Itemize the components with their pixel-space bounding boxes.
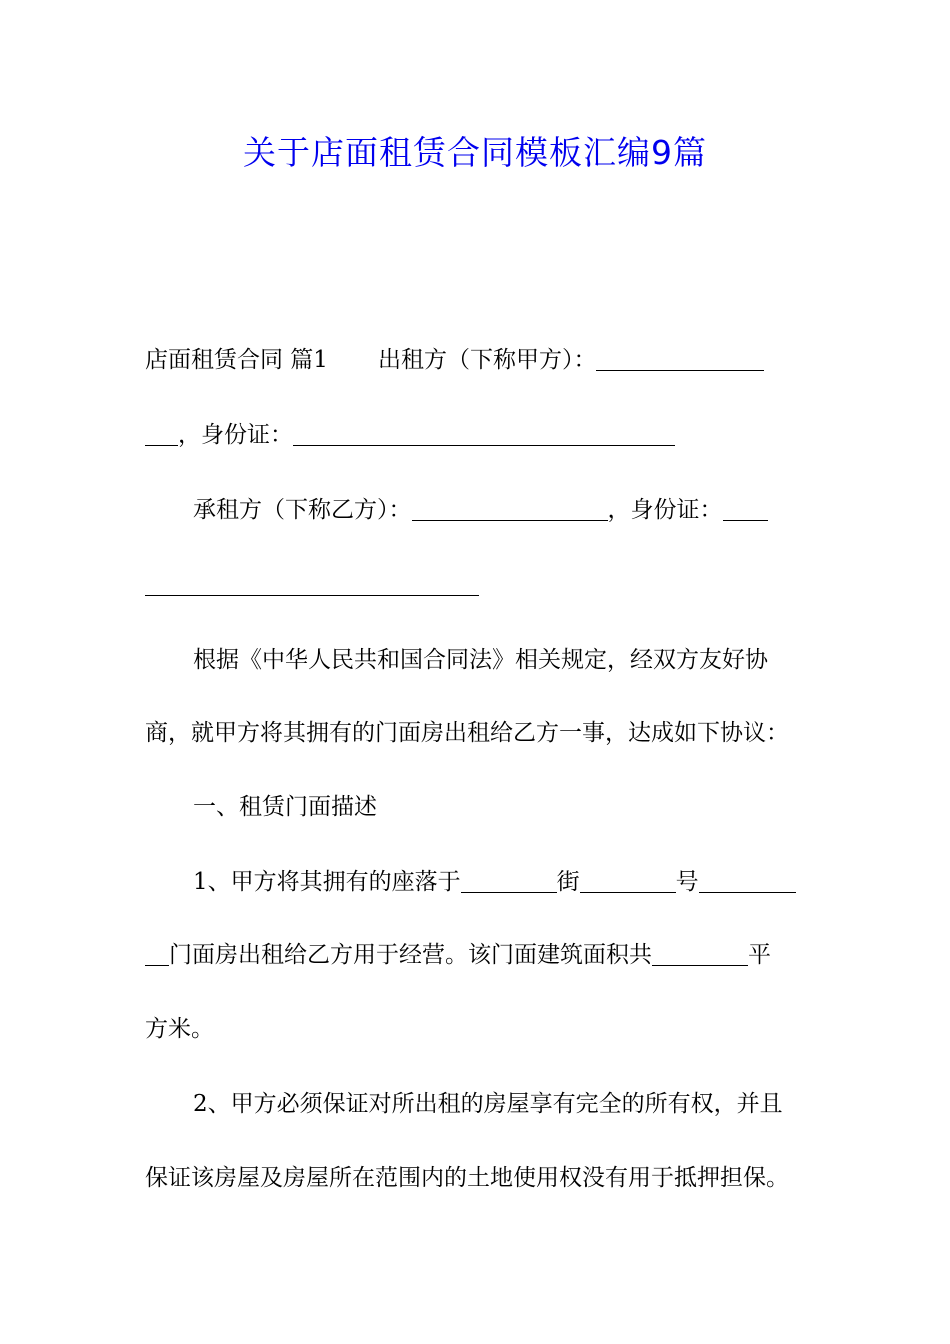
contract-heading: 店面租赁合同 篇1 — [145, 347, 328, 373]
lessee-name-blank — [412, 498, 608, 521]
lessor-id-label: ，身份证： — [178, 422, 293, 448]
item1-text-c: 号 — [675, 869, 699, 895]
area-blank — [652, 943, 748, 966]
item1-text-e: 平 — [748, 942, 771, 968]
lessee-id-blank — [723, 498, 768, 521]
lessee-id-blank-cont — [145, 573, 479, 596]
lessor-label: 出租方（下称甲方）： — [377, 347, 597, 373]
lessor-id-blank — [293, 423, 675, 446]
item2-line-1: 2、甲方必须保证对所出租的房屋享有完全的所有权，并且 — [193, 1091, 783, 1117]
item1-line-3: 方米。 — [145, 1016, 214, 1042]
unit-blank-cont — [145, 943, 169, 966]
document-title: 关于店面租赁合同模板汇编9篇 — [243, 133, 707, 172]
unit-blank — [699, 870, 796, 893]
lessee-id-line-cont — [145, 565, 479, 605]
street-blank — [461, 870, 557, 893]
lessee-id-label: ，身份证： — [607, 497, 723, 523]
section-heading-1: 一、租赁门面描述 — [193, 794, 377, 820]
item1-text-a: 1、甲方将其拥有的座落于 — [193, 869, 461, 895]
lessor-name-blank-cont — [145, 423, 178, 446]
number-blank — [580, 870, 676, 893]
item1-line-1 — [193, 862, 796, 902]
lessee-label: 承租方（下称乙方）： — [193, 497, 412, 523]
item2-line-2: 保证该房屋及房屋所在范围内的土地使用权没有用于抵押担保。 — [145, 1165, 789, 1191]
item1-text-b: 街 — [556, 869, 580, 895]
basis-paragraph-line-1: 根据《中华人民共和国合同法》相关规定，经双方友好协 — [193, 647, 768, 673]
lessee-line — [193, 490, 768, 530]
lessor-name-blank — [596, 348, 764, 371]
basis-paragraph-line-2: 商，就甲方将其拥有的门面房出租给乙方一事，达成如下协议： — [145, 720, 789, 746]
lessor-id-line — [145, 415, 675, 455]
item1-text-d: 门面房出租给乙方用于经营。该门面建筑面积共 — [169, 942, 652, 968]
item1-line-2 — [145, 935, 771, 975]
lessor-line — [145, 340, 764, 380]
